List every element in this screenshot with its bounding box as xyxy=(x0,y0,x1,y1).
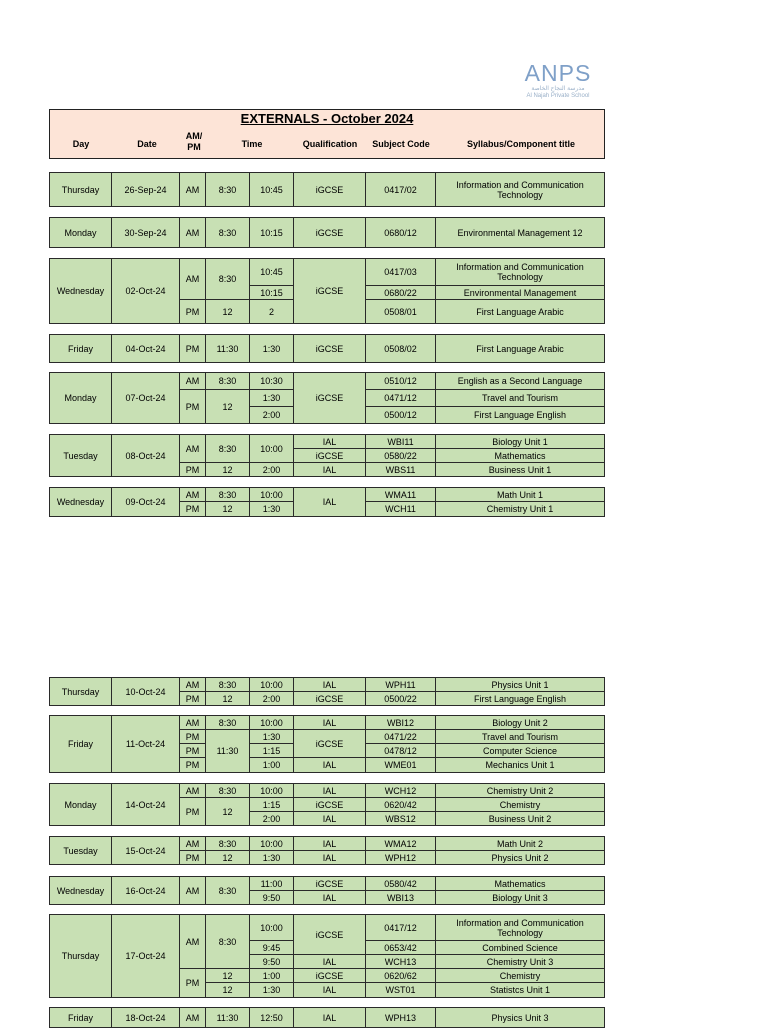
exam-day-block xyxy=(49,836,605,865)
start-time-cell: 8:30 xyxy=(206,218,250,248)
syllabus-title-cell: Math Unit 1 xyxy=(436,488,605,502)
start-time-cell: 8:30 xyxy=(206,373,250,390)
date-cell: 14-Oct-24 xyxy=(112,784,180,826)
exam-day-block xyxy=(49,258,605,324)
ampm-cell: PM xyxy=(180,502,206,517)
qualification-cell: iGCSE xyxy=(294,218,366,248)
day-cell: Monday xyxy=(50,784,112,826)
syllabus-title-cell: Travel and Tourism xyxy=(436,730,605,744)
syllabus-title-cell: First Language English xyxy=(436,407,605,424)
subject-code-cell: 0417/02 xyxy=(366,173,436,207)
subject-code-cell: WCH12 xyxy=(366,784,436,798)
header-date: Date xyxy=(137,139,157,149)
ampm-cell: AM xyxy=(180,784,206,798)
syllabus-title-cell: Mechanics Unit 1 xyxy=(436,758,605,773)
syllabus-title-cell: Statistcs Unit 1 xyxy=(436,983,605,998)
end-time-cell: 10:00 xyxy=(250,837,294,851)
subject-code-cell: 0680/12 xyxy=(366,218,436,248)
logo-arabic-text: مدرسة النجاح الخاصة xyxy=(531,86,585,92)
table-row xyxy=(50,678,605,692)
day-cell: Monday xyxy=(50,218,112,248)
syllabus-title-cell: Biology Unit 3 xyxy=(436,891,605,905)
subject-code-cell: WCH13 xyxy=(366,955,436,969)
exam-day-block xyxy=(49,434,605,477)
ampm-cell: PM xyxy=(180,798,206,826)
end-time-cell: 1:30 xyxy=(250,851,294,865)
subject-code-cell: 0580/22 xyxy=(366,449,436,463)
qualification-cell: IAL xyxy=(294,784,366,798)
end-time-cell: 10:00 xyxy=(250,915,294,941)
subject-code-cell: WME01 xyxy=(366,758,436,773)
header-time: Time xyxy=(241,139,263,149)
end-time-cell: 2:00 xyxy=(250,692,294,706)
start-time-cell: 8:30 xyxy=(206,259,250,300)
syllabus-title-cell: Business Unit 2 xyxy=(436,812,605,826)
end-time-cell: 1:30 xyxy=(250,390,294,407)
day-cell: Friday xyxy=(50,1008,112,1028)
day-cell: Friday xyxy=(50,716,112,773)
exam-day-block xyxy=(49,876,605,905)
qualification-cell: IAL xyxy=(294,758,366,773)
subject-code-cell: WPH12 xyxy=(366,851,436,865)
subject-code-cell: WPH13 xyxy=(366,1008,436,1028)
qualification-cell: IAL xyxy=(294,435,366,449)
end-time-cell: 1:15 xyxy=(250,744,294,758)
date-cell: 17-Oct-24 xyxy=(112,915,180,998)
qualification-cell: iGCSE xyxy=(294,373,366,424)
end-time-cell: 1:30 xyxy=(250,730,294,744)
end-time-cell: 12:50 xyxy=(250,1008,294,1028)
ampm-cell: PM xyxy=(180,851,206,865)
start-time-cell: 11:30 xyxy=(206,335,250,363)
table-row xyxy=(50,1008,605,1028)
subject-code-cell: 0500/22 xyxy=(366,692,436,706)
end-time-cell: 10:15 xyxy=(250,286,294,300)
header-syllabus: Syllabus/Component title xyxy=(466,139,575,149)
syllabus-title-cell: Travel and Tourism xyxy=(436,390,605,407)
ampm-cell: AM xyxy=(180,218,206,248)
exam-day-block xyxy=(49,372,605,424)
date-cell: 08-Oct-24 xyxy=(112,435,180,477)
subject-code-cell: 0417/03 xyxy=(366,259,436,286)
header-ampm: AM/ PM xyxy=(185,131,203,152)
end-time-cell: 2 xyxy=(250,300,294,324)
start-time-cell: 8:30 xyxy=(206,784,250,798)
end-time-cell: 1:00 xyxy=(250,758,294,773)
header-subject-code: Subject Code xyxy=(372,139,430,149)
date-cell: 02-Oct-24 xyxy=(112,259,180,324)
subject-code-cell: WBS11 xyxy=(366,463,436,477)
table-row xyxy=(50,173,605,207)
qualification-cell: IAL xyxy=(294,837,366,851)
subject-code-cell: WBS12 xyxy=(366,812,436,826)
table-row xyxy=(50,837,605,851)
syllabus-title-cell: First Language English xyxy=(436,692,605,706)
end-time-cell: 1:30 xyxy=(250,983,294,998)
qualification-cell: iGCSE xyxy=(294,259,366,324)
syllabus-title-cell: Chemistry Unit 3 xyxy=(436,955,605,969)
end-time-cell: 2:00 xyxy=(250,407,294,424)
end-time-cell: 10:00 xyxy=(250,488,294,502)
start-time-cell: 12 xyxy=(206,969,250,983)
day-cell: Thursday xyxy=(50,678,112,706)
ampm-cell: AM xyxy=(180,1008,206,1028)
syllabus-title-cell: First Language Arabic xyxy=(436,300,605,324)
qualification-cell: IAL xyxy=(294,463,366,477)
subject-code-cell: 0510/12 xyxy=(366,373,436,390)
ampm-cell: PM xyxy=(180,758,206,773)
ampm-cell: PM xyxy=(180,969,206,998)
table-row xyxy=(50,218,605,248)
ampm-cell: AM xyxy=(180,435,206,463)
qualification-cell: iGCSE xyxy=(294,335,366,363)
syllabus-title-cell: Chemistry xyxy=(436,798,605,812)
syllabus-title-cell: Information and Communication Technology xyxy=(436,915,605,941)
subject-code-cell: 0417/12 xyxy=(366,915,436,941)
subject-code-cell: 0653/42 xyxy=(366,941,436,955)
table-row xyxy=(50,435,605,449)
subject-code-cell: 0471/22 xyxy=(366,730,436,744)
day-cell: Friday xyxy=(50,335,112,363)
end-time-cell: 10:00 xyxy=(250,435,294,463)
start-time-cell: 8:30 xyxy=(206,716,250,730)
subject-code-cell: WST01 xyxy=(366,983,436,998)
date-cell: 18-Oct-24 xyxy=(112,1008,180,1028)
ampm-cell: PM xyxy=(180,390,206,424)
end-time-cell: 1:30 xyxy=(250,335,294,363)
end-time-cell: 1:15 xyxy=(250,798,294,812)
exam-day-block xyxy=(49,487,605,517)
ampm-cell: PM xyxy=(180,730,206,744)
start-time-cell: 11:30 xyxy=(206,1008,250,1028)
end-time-cell: 1:30 xyxy=(250,502,294,517)
exam-day-block xyxy=(49,334,605,363)
date-cell: 30-Sep-24 xyxy=(112,218,180,248)
syllabus-title-cell: Chemistry xyxy=(436,969,605,983)
end-time-cell: 1:00 xyxy=(250,969,294,983)
syllabus-title-cell: Combined Science xyxy=(436,941,605,955)
ampm-cell: AM xyxy=(180,837,206,851)
qualification-cell: iGCSE xyxy=(294,969,366,983)
syllabus-title-cell: Biology Unit 1 xyxy=(436,435,605,449)
ampm-cell: AM xyxy=(180,373,206,390)
subject-code-cell: WMA12 xyxy=(366,837,436,851)
end-time-cell: 11:00 xyxy=(250,877,294,891)
start-time-cell: 12 xyxy=(206,502,250,517)
qualification-cell: iGCSE xyxy=(294,730,366,758)
ampm-cell: AM xyxy=(180,915,206,969)
exam-day-block xyxy=(49,914,605,998)
syllabus-title-cell: Chemistry Unit 2 xyxy=(436,784,605,798)
subject-code-cell: 0500/12 xyxy=(366,407,436,424)
header-qualification: Qualification xyxy=(302,139,358,149)
syllabus-title-cell: Mathematics xyxy=(436,877,605,891)
exam-day-block xyxy=(49,677,605,706)
subject-code-cell: 0508/02 xyxy=(366,335,436,363)
table-row xyxy=(50,488,605,502)
start-time-cell: 12 xyxy=(206,798,250,826)
date-cell: 07-Oct-24 xyxy=(112,373,180,424)
qualification-cell: iGCSE xyxy=(294,692,366,706)
subject-code-cell: 0680/22 xyxy=(366,286,436,300)
end-time-cell: 9:50 xyxy=(250,891,294,905)
subject-code-cell: WBI12 xyxy=(366,716,436,730)
subject-code-cell: 0620/62 xyxy=(366,969,436,983)
table-row xyxy=(50,259,605,286)
end-time-cell: 2:00 xyxy=(250,812,294,826)
qualification-cell: iGCSE xyxy=(294,915,366,955)
syllabus-title-cell: Physics Unit 3 xyxy=(436,1008,605,1028)
start-time-cell: 11:30 xyxy=(206,730,250,773)
start-time-cell: 8:30 xyxy=(206,435,250,463)
qualification-cell: IAL xyxy=(294,1008,366,1028)
page-title: EXTERNALS - October 2024 xyxy=(240,111,414,126)
table-row xyxy=(50,915,605,941)
header-day: Day xyxy=(72,139,90,149)
ampm-cell: PM xyxy=(180,300,206,324)
ampm-cell: PM xyxy=(180,335,206,363)
exam-day-block xyxy=(49,783,605,826)
exam-day-block xyxy=(49,217,605,248)
start-time-cell: 8:30 xyxy=(206,837,250,851)
end-time-cell: 10:45 xyxy=(250,173,294,207)
ampm-cell: PM xyxy=(180,692,206,706)
day-cell: Wednesday xyxy=(50,259,112,324)
day-cell: Wednesday xyxy=(50,488,112,517)
end-time-cell: 10:00 xyxy=(250,716,294,730)
end-time-cell: 2:00 xyxy=(250,463,294,477)
subject-code-cell: 0478/12 xyxy=(366,744,436,758)
qualification-cell: iGCSE xyxy=(294,798,366,812)
subject-code-cell: 0580/42 xyxy=(366,877,436,891)
syllabus-title-cell: English as a Second Language xyxy=(436,373,605,390)
date-cell: 15-Oct-24 xyxy=(112,837,180,865)
syllabus-title-cell: Computer Science xyxy=(436,744,605,758)
ampm-cell: AM xyxy=(180,716,206,730)
table-row xyxy=(50,784,605,798)
start-time-cell: 8:30 xyxy=(206,488,250,502)
table-row xyxy=(50,716,605,730)
end-time-cell: 9:45 xyxy=(250,941,294,955)
qualification-cell: IAL xyxy=(294,851,366,865)
start-time-cell: 12 xyxy=(206,851,250,865)
start-time-cell: 12 xyxy=(206,463,250,477)
date-cell: 11-Oct-24 xyxy=(112,716,180,773)
syllabus-title-cell: Biology Unit 2 xyxy=(436,716,605,730)
qualification-cell: IAL xyxy=(294,983,366,998)
syllabus-title-cell: Environmental Management 12 xyxy=(436,218,605,248)
exam-day-block xyxy=(49,172,605,207)
subject-code-cell: WPH11 xyxy=(366,678,436,692)
syllabus-title-cell: First Language Arabic xyxy=(436,335,605,363)
ampm-cell: AM xyxy=(180,678,206,692)
syllabus-title-cell: Physics Unit 1 xyxy=(436,678,605,692)
syllabus-title-cell: Information and Communication Technology xyxy=(436,173,605,207)
qualification-cell: IAL xyxy=(294,812,366,826)
table-row xyxy=(50,373,605,390)
start-time-cell: 12 xyxy=(206,692,250,706)
syllabus-title-cell: Information and Communication Technology xyxy=(436,259,605,286)
end-time-cell: 10:00 xyxy=(250,678,294,692)
syllabus-title-cell: Business Unit 1 xyxy=(436,463,605,477)
ampm-cell: PM xyxy=(180,744,206,758)
syllabus-title-cell: Mathematics xyxy=(436,449,605,463)
ampm-cell: PM xyxy=(180,463,206,477)
table-row xyxy=(50,877,605,891)
syllabus-title-cell: Chemistry Unit 1 xyxy=(436,502,605,517)
end-time-cell: 10:00 xyxy=(250,784,294,798)
day-cell: Thursday xyxy=(50,915,112,998)
day-cell: Tuesday xyxy=(50,837,112,865)
end-time-cell: 10:15 xyxy=(250,218,294,248)
subject-code-cell: 0508/01 xyxy=(366,300,436,324)
start-time-cell: 8:30 xyxy=(206,678,250,692)
start-time-cell: 8:30 xyxy=(206,915,250,969)
day-cell: Thursday xyxy=(50,173,112,207)
qualification-cell: iGCSE xyxy=(294,449,366,463)
start-time-cell: 12 xyxy=(206,390,250,424)
ampm-cell: AM xyxy=(180,173,206,207)
day-cell: Wednesday xyxy=(50,877,112,905)
logo-mark: ANPS xyxy=(524,60,592,86)
table-row xyxy=(50,335,605,363)
school-logo xyxy=(512,60,604,104)
end-time-cell: 10:30 xyxy=(250,373,294,390)
start-time-cell: 12 xyxy=(206,983,250,998)
syllabus-title-cell: Math Unit 2 xyxy=(436,837,605,851)
ampm-cell: AM xyxy=(180,488,206,502)
day-cell: Monday xyxy=(50,373,112,424)
end-time-cell: 9:50 xyxy=(250,955,294,969)
day-cell: Tuesday xyxy=(50,435,112,477)
date-cell: 16-Oct-24 xyxy=(112,877,180,905)
start-time-cell: 8:30 xyxy=(206,877,250,905)
end-time-cell: 10:45 xyxy=(250,259,294,286)
subject-code-cell: WBI11 xyxy=(366,435,436,449)
ampm-cell: AM xyxy=(180,259,206,300)
date-cell: 09-Oct-24 xyxy=(112,488,180,517)
date-cell: 26-Sep-24 xyxy=(112,173,180,207)
qualification-cell: iGCSE xyxy=(294,173,366,207)
subject-code-cell: 0620/42 xyxy=(366,798,436,812)
subject-code-cell: WCH11 xyxy=(366,502,436,517)
qualification-cell: IAL xyxy=(294,955,366,969)
qualification-cell: iGCSE xyxy=(294,877,366,891)
syllabus-title-cell: Physics Unit 2 xyxy=(436,851,605,865)
start-time-cell: 8:30 xyxy=(206,173,250,207)
schedule-header xyxy=(49,109,605,159)
date-cell: 10-Oct-24 xyxy=(112,678,180,706)
subject-code-cell: WMA11 xyxy=(366,488,436,502)
logo-english-text: Al Najah Private School xyxy=(526,93,590,99)
exam-day-block xyxy=(49,715,605,773)
date-cell: 04-Oct-24 xyxy=(112,335,180,363)
qualification-cell: IAL xyxy=(294,678,366,692)
subject-code-cell: WBI13 xyxy=(366,891,436,905)
ampm-cell: AM xyxy=(180,877,206,905)
qualification-cell: IAL xyxy=(294,716,366,730)
qualification-cell: IAL xyxy=(294,891,366,905)
qualification-cell: IAL xyxy=(294,488,366,517)
subject-code-cell: 0471/12 xyxy=(366,390,436,407)
syllabus-title-cell: Environmental Management xyxy=(436,286,605,300)
exam-day-block xyxy=(49,1007,605,1028)
start-time-cell: 12 xyxy=(206,300,250,324)
